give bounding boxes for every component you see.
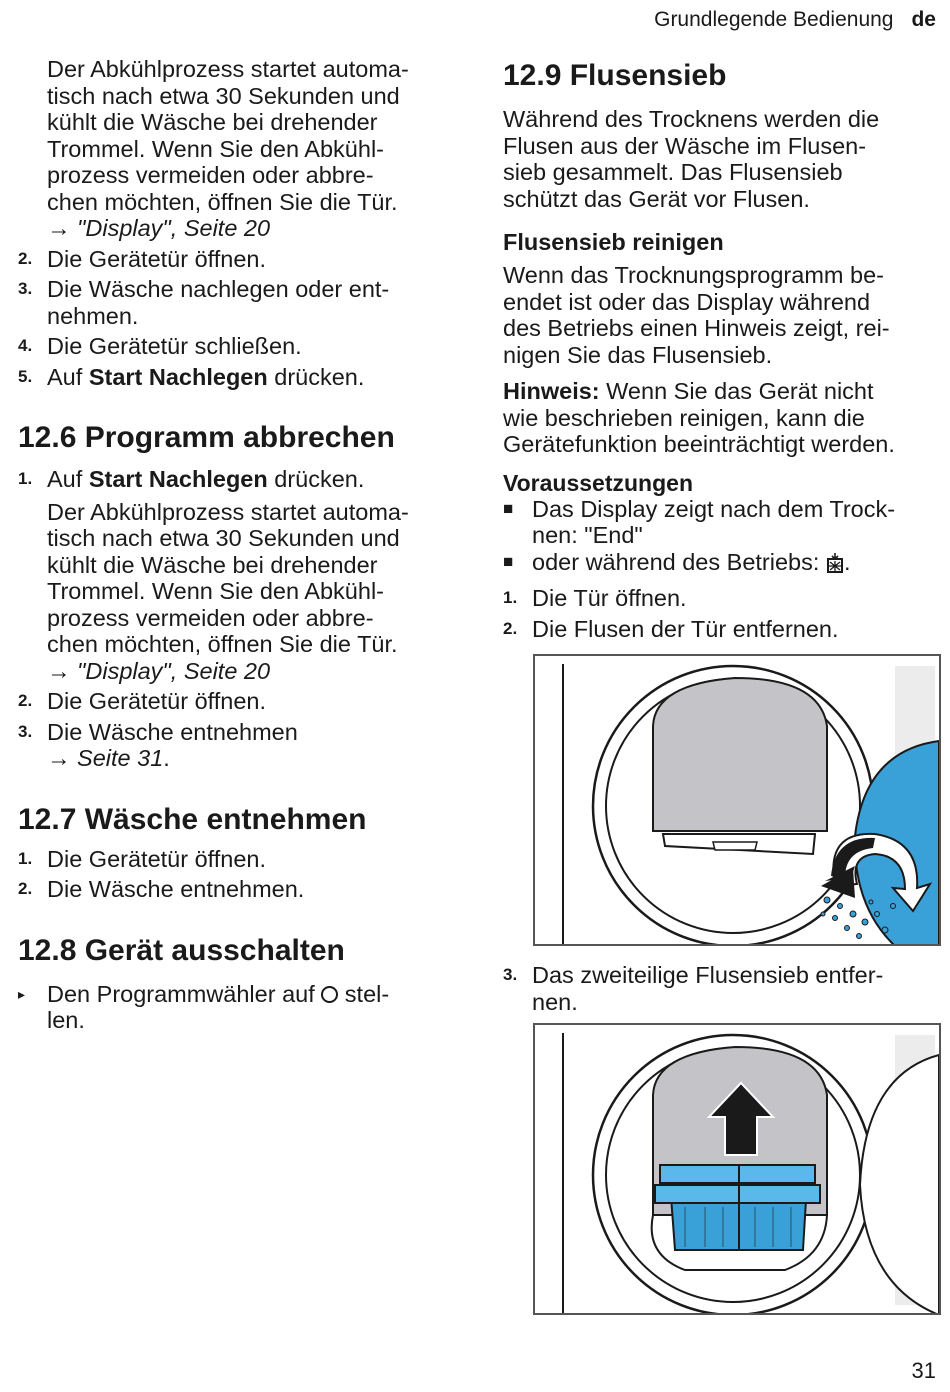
step-item [18, 719, 458, 772]
text-line: Der Abkühlprozess startet automa- [47, 498, 409, 525]
text-part: Auf [47, 466, 89, 492]
intro-text [503, 106, 935, 212]
text-line: tisch nach etwa 30 Sekunden und [47, 82, 400, 109]
cross-reference[interactable] [47, 215, 458, 242]
text-line: nen: "End" [532, 522, 643, 548]
text-line: Wenn das Trocknungsprogramm be- [503, 262, 884, 288]
step-number: 3. [503, 965, 518, 984]
text-line: schützt das Gerät vor Flusen. [503, 185, 810, 212]
text-part: drücken. [267, 466, 365, 492]
step-number: 2. [503, 618, 518, 638]
square-bullet-icon: ■ [503, 551, 514, 571]
step-number: 1. [503, 588, 518, 607]
step-item [503, 616, 935, 643]
text-line: Flusen aus der Wäsche im Flusen- [503, 132, 867, 159]
button-name: Start Nachlegen [88, 466, 268, 492]
illustration-remove-lint-filter [533, 1023, 941, 1315]
step-item [18, 876, 458, 903]
step-item [503, 585, 935, 612]
arrow-right-icon: → [47, 657, 78, 684]
illustration-remove-lint-door [533, 654, 941, 946]
note-box [503, 378, 935, 458]
square-bullet-icon: ■ [503, 498, 514, 518]
text-line: kühlt die Wäsche bei drehender [47, 109, 378, 135]
arrow-right-icon: → [47, 745, 78, 771]
step-number: 2. [18, 248, 33, 268]
step-text [532, 962, 935, 1015]
text-part: oder während des Betriebs: [532, 548, 826, 575]
lint-filter-illustration [535, 1025, 939, 1313]
step-number: 4. [18, 336, 33, 355]
step-text: Die Flusen der Tür entfernen. [532, 615, 839, 642]
intro-text [18, 56, 458, 242]
text-line: nen. [532, 988, 578, 1015]
action-item [18, 981, 458, 1034]
step-item [18, 364, 458, 391]
left-column [18, 56, 458, 1034]
step-text: Die Gerätetür öffnen. [47, 245, 267, 272]
text-line: des Betriebs einen Hinweis zeigt, rei- [503, 315, 890, 341]
step-text [47, 276, 458, 329]
text-line: len. [47, 1007, 85, 1033]
cross-reference[interactable] [47, 745, 170, 771]
section-title-12-9: 12.9 Flusensieb [503, 59, 727, 92]
page-header [654, 8, 936, 32]
text-line: Gerätefunktion beeinträchtigt werden. [503, 431, 895, 457]
reference-text: Seite 31 [77, 745, 164, 771]
text-part: stel- [338, 980, 390, 1007]
text-line: Das Display zeigt nach dem Trock- [532, 495, 896, 522]
lint-filter-icon [826, 553, 844, 573]
step-text: Die Wäsche entnehmen. [47, 876, 305, 902]
step-item [18, 846, 458, 873]
text-line: tisch nach etwa 30 Sekunden und [47, 525, 400, 551]
step-text: Die Gerätetür schließen. [47, 333, 302, 359]
bullet-text [532, 496, 895, 549]
step-item [18, 688, 458, 715]
reference-text: "Display", Seite 20 [77, 657, 271, 684]
step-number: 1. [18, 848, 33, 868]
text-line: wie beschrieben reinigen, kann die [503, 404, 865, 431]
text-line: nehmen. [47, 302, 139, 329]
step-number: 1. [18, 469, 33, 488]
text-line: Der Abkühlprozess startet automa- [47, 56, 409, 82]
text-line: kühlt die Wäsche bei drehender [47, 551, 378, 578]
step-number: 3. [18, 721, 33, 741]
step-item [18, 276, 458, 329]
text-line: chen möchten, öffnen Sie die Tür. [47, 188, 398, 215]
step-number: 5. [18, 366, 33, 386]
button-name: Start Nachlegen [88, 363, 268, 390]
text-line: Während des Trocknens werden die [503, 106, 880, 132]
step-text [47, 466, 458, 493]
text-part: Wenn Sie das Gerät nicht [599, 378, 874, 404]
prerequisites-title: Voraussetzungen [503, 469, 693, 496]
header-section: Grundlegende Bedienung [654, 8, 894, 31]
step-number: 2. [18, 879, 33, 898]
step-item [18, 466, 458, 493]
step-item [18, 246, 458, 273]
text-part: . [163, 745, 170, 771]
bullet-item [503, 549, 935, 576]
step-text: Die Gerätetür öffnen. [47, 688, 267, 714]
section-title-12-8: 12.8 Gerät ausschalten [18, 933, 345, 967]
right-column [503, 56, 935, 642]
action-text [47, 981, 458, 1034]
section-title-12-6: 12.6 Programm abbrechen [18, 421, 395, 454]
reference-text: "Display", Seite 20 [77, 215, 271, 241]
step-body [18, 499, 458, 685]
text-line: prozess vermeiden oder abbre- [47, 604, 374, 631]
text-line: Die Wäsche nachlegen oder ent- [47, 276, 390, 302]
text-line: Trommel. Wenn Sie den Abkühl- [47, 578, 384, 604]
step-number: 3. [18, 279, 33, 298]
subsection-title: Flusensieb reinigen [503, 229, 724, 255]
text-line: sieb gesammelt. Das Flusensieb [503, 159, 843, 185]
step-3-block [503, 958, 935, 1015]
text-line: chen möchten, öffnen Sie die Tür. [47, 631, 398, 657]
section-title-12-7: 12.7 Wäsche entnehmen [18, 802, 367, 836]
page-number: 31 [911, 1358, 936, 1383]
text-part: drücken. [267, 363, 365, 390]
header-language: de [911, 8, 936, 31]
step-text [47, 364, 458, 391]
text-line: endet ist oder das Display während [503, 288, 871, 315]
arrow-right-icon: → [47, 215, 78, 241]
text-line: nigen Sie das Flusensieb. [503, 341, 773, 368]
step-text: Die Gerätetür öffnen. [47, 845, 267, 872]
text-line: Die Wäsche entnehmen [47, 718, 298, 745]
text-line: Das zweiteilige Flusensieb entfer- [532, 962, 884, 988]
bullet-item [503, 496, 935, 549]
text-line: prozess vermeiden oder abbre- [47, 162, 374, 188]
bullet-text: oder während des Betriebs: . [532, 548, 851, 575]
text-part: Den Programmwähler auf [47, 980, 322, 1007]
step-text: Die Tür öffnen. [532, 585, 687, 611]
cross-reference[interactable] [47, 658, 458, 685]
text-line: Trommel. Wenn Sie den Abkühl- [47, 135, 384, 162]
step-item [18, 333, 458, 360]
subsection-text [503, 262, 935, 368]
triangle-bullet-icon: ▸ [18, 985, 26, 1002]
door-lint-illustration [535, 656, 939, 944]
note-label: Hinweis: [503, 378, 600, 404]
text-line [503, 378, 935, 405]
text-part: Auf [47, 363, 89, 390]
step-number: 2. [18, 691, 33, 710]
step-item [503, 962, 935, 1015]
power-off-symbol-icon [321, 986, 338, 1003]
step-text [47, 719, 458, 772]
